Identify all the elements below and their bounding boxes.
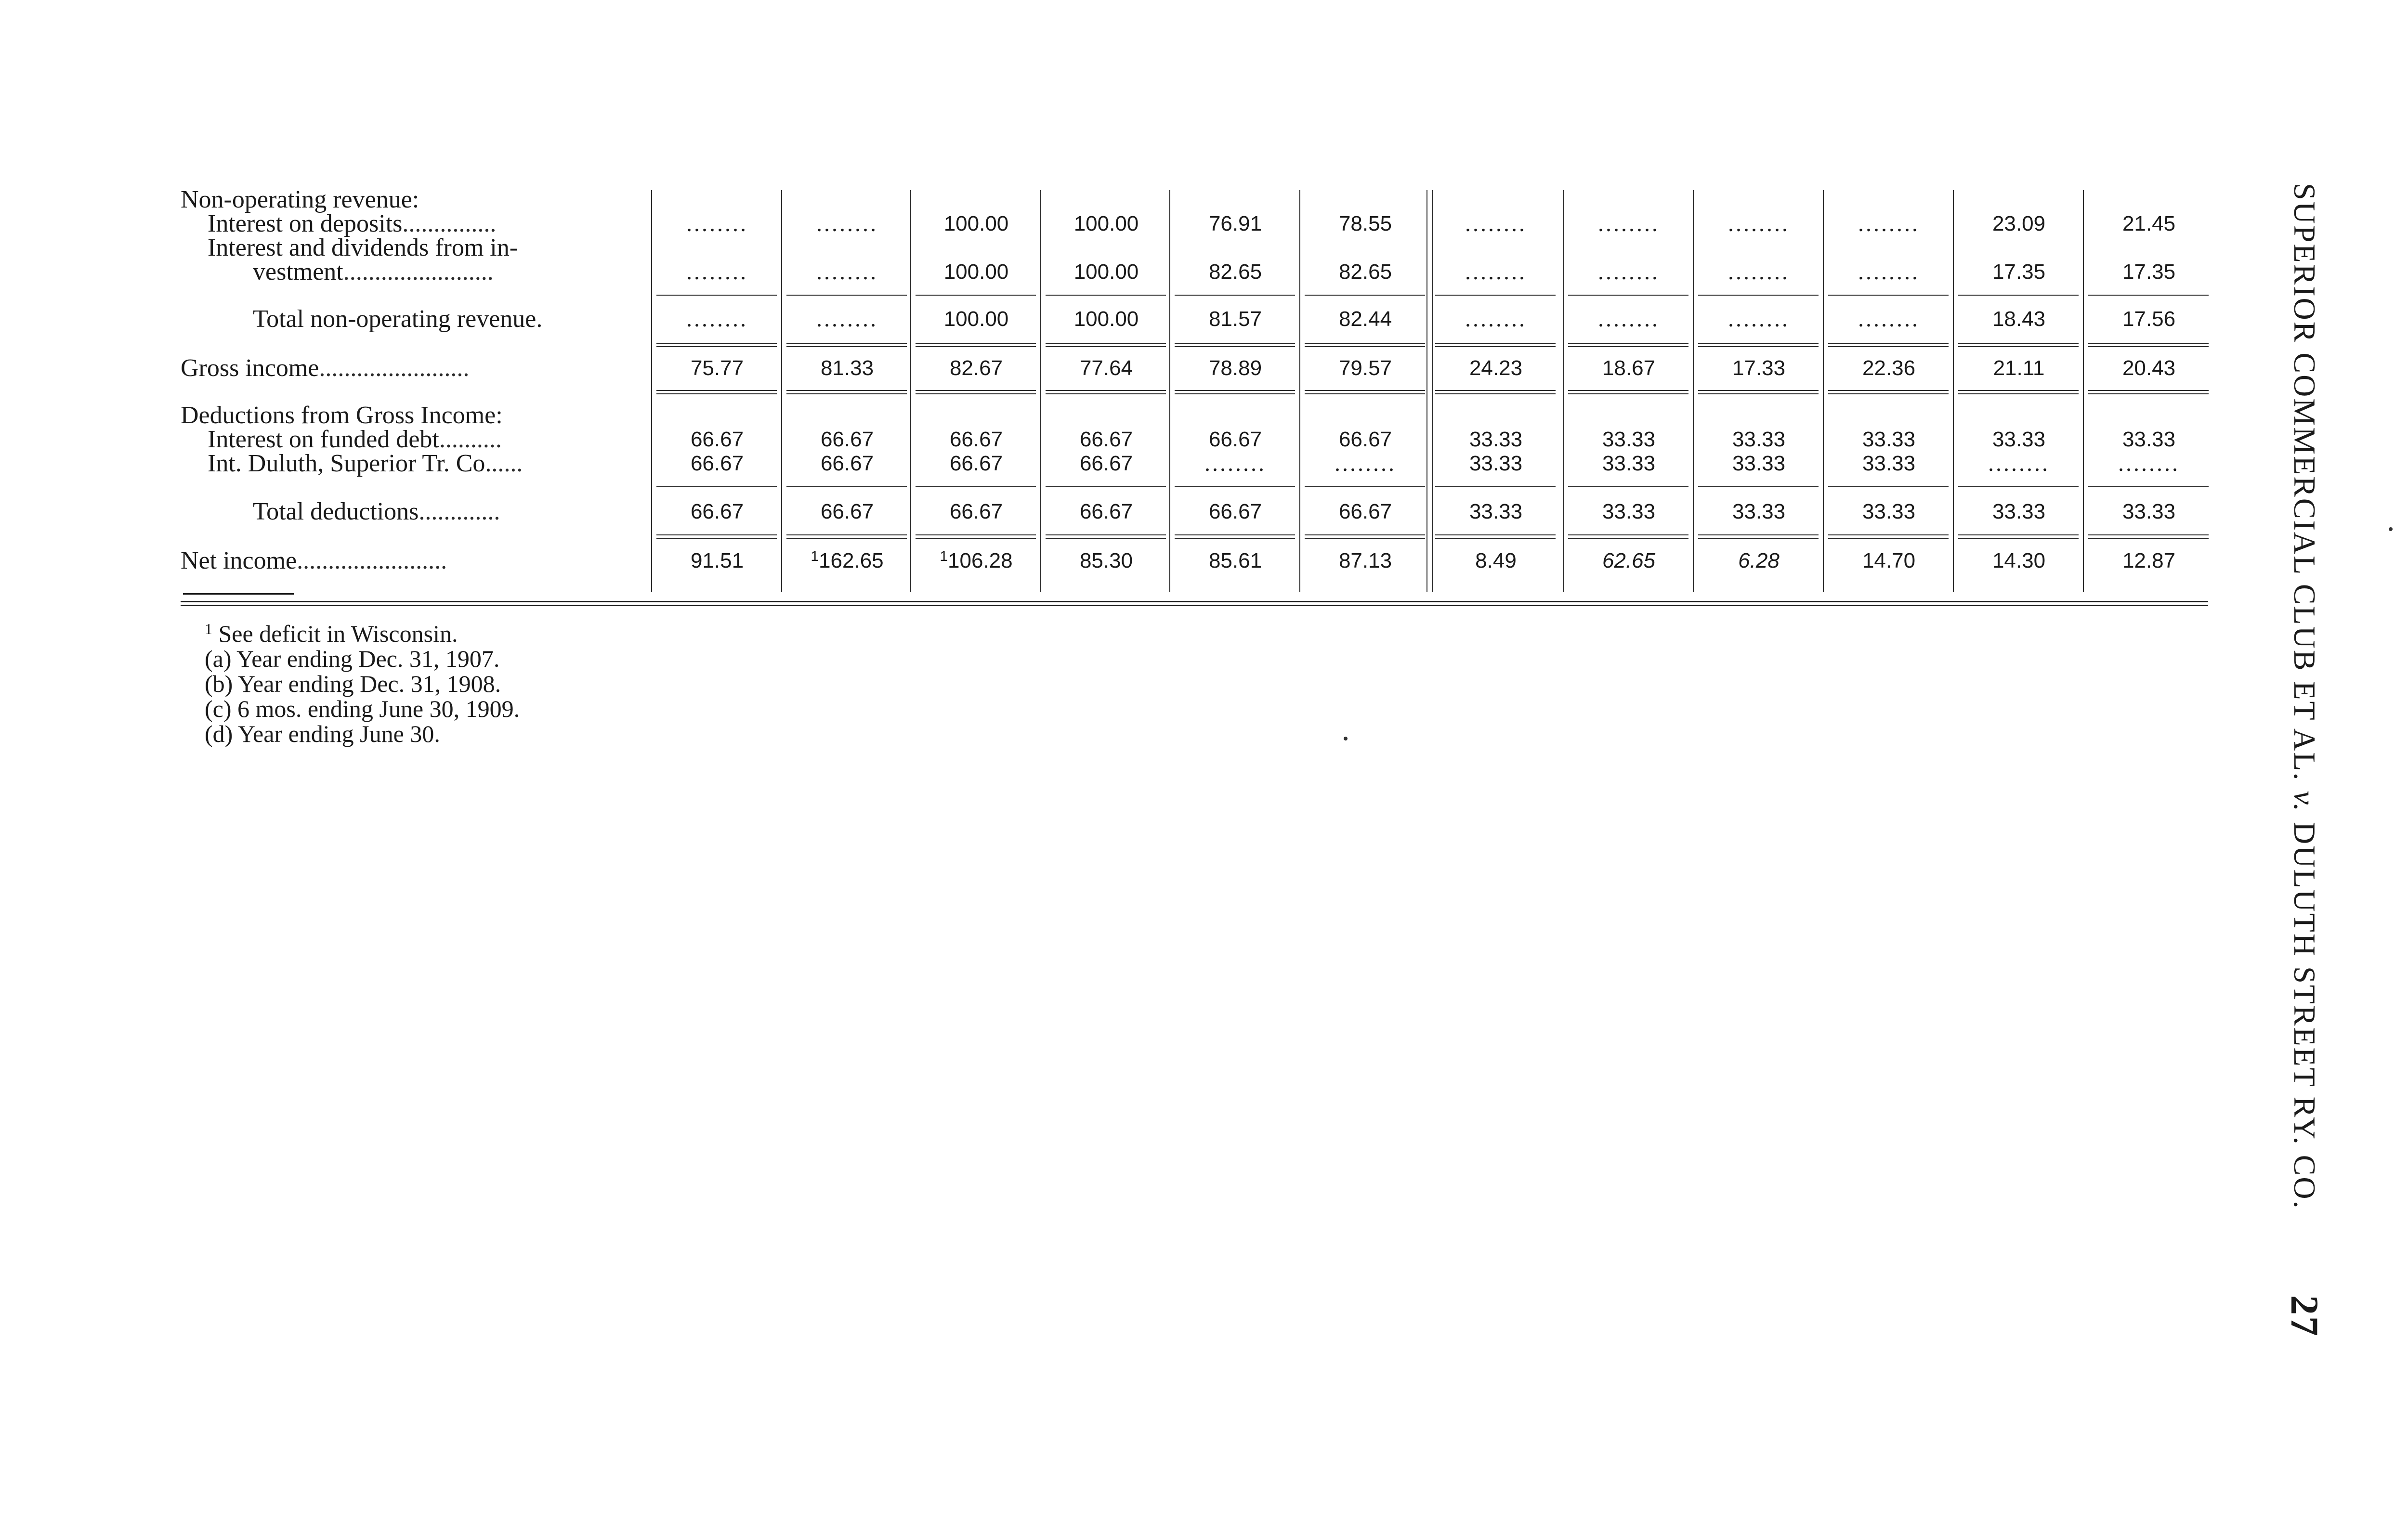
column-rule <box>1698 486 1819 487</box>
table-cell: 14.30 <box>1992 549 2046 572</box>
column-rule <box>1175 390 1295 394</box>
column-rule <box>786 295 907 296</box>
table-cell: 17.33 <box>1732 356 1786 380</box>
table-cell: 33.33 <box>2122 500 2176 523</box>
table-cell: 33.33 <box>1602 500 1656 523</box>
table-cell: 87.13 <box>1338 549 1392 572</box>
column-rule <box>656 486 777 487</box>
table-cell: 66.67 <box>820 452 874 475</box>
table-row <box>181 258 2208 286</box>
column-rule <box>1046 343 1166 347</box>
table-cell: ........ <box>686 306 748 332</box>
table-cell: 66.67 <box>1338 500 1392 523</box>
column-rule <box>1046 295 1166 296</box>
column-rule <box>786 343 907 347</box>
table-cell: ........ <box>1598 306 1660 332</box>
column-rule <box>1698 390 1819 394</box>
table-cell <box>912 546 1041 575</box>
table-row <box>181 497 2208 526</box>
row-label: Total deductions............. <box>253 498 500 525</box>
table-cell: 66.67 <box>949 428 1003 451</box>
table-cell: 79.57 <box>1338 356 1392 380</box>
footnote: (a) Year ending Dec. 31, 1907. <box>205 645 500 672</box>
column-rule <box>786 390 907 394</box>
column-rule <box>1305 486 1425 487</box>
table-cell: 33.33 <box>1469 452 1523 475</box>
table-cell: 82.65 <box>1208 260 1262 284</box>
row-label: Interest on funded debt.......... <box>208 426 502 453</box>
column-rule <box>1435 534 1556 539</box>
table-cell: 33.33 <box>1602 428 1656 451</box>
table-bottom-rule <box>181 601 2208 606</box>
column-rule <box>1828 390 1949 394</box>
table-cell: 66.67 <box>949 500 1003 523</box>
footnote: (b) Year ending Dec. 31, 1908. <box>205 670 501 697</box>
scan-speck <box>1344 737 1348 741</box>
table-cell: 75.77 <box>690 356 744 380</box>
table-cell: ........ <box>686 211 748 236</box>
table-row <box>181 546 2208 575</box>
column-rule <box>1568 534 1688 539</box>
table-cell: ........ <box>1335 451 1396 476</box>
table-cell: 18.43 <box>1992 307 2046 331</box>
column-rule <box>656 295 777 296</box>
row-label: Deductions from Gross Income: <box>181 402 503 429</box>
row-label: Gross income........................ <box>181 354 470 382</box>
table-cell: ........ <box>1858 259 1920 285</box>
table-cell: 100.00 <box>943 212 1009 235</box>
column-rule <box>1958 295 2079 296</box>
table-cell: 33.33 <box>1862 500 1916 523</box>
table-cell: ........ <box>816 306 878 332</box>
column-rule <box>1435 390 1556 394</box>
table-cell: 82.67 <box>949 356 1003 380</box>
table-cell: 33.33 <box>2122 428 2176 451</box>
table-cell: ........ <box>1598 211 1660 236</box>
table-cell: 66.67 <box>1208 500 1262 523</box>
table-cell: ........ <box>1728 306 1790 332</box>
cell-value: 162.65 <box>819 549 884 572</box>
column-rule <box>1958 534 2079 539</box>
row-label: Total non-operating revenue. <box>253 305 543 333</box>
running-head <box>2278 183 2331 1377</box>
table-cell: 33.33 <box>1862 428 1916 451</box>
column-rule <box>916 390 1036 394</box>
column-rule <box>1435 486 1556 487</box>
table-cell: 33.33 <box>1469 500 1523 523</box>
table-cell: 21.45 <box>2122 212 2176 235</box>
table-cell: 23.09 <box>1992 212 2046 235</box>
column-rule <box>1435 295 1556 296</box>
column-rule <box>1175 343 1295 347</box>
table-cell: 66.67 <box>1079 428 1133 451</box>
table-cell: 77.64 <box>1079 356 1133 380</box>
scan-speck <box>2389 527 2393 531</box>
table-cell: 17.56 <box>2122 307 2176 331</box>
running-head-title-end: DULUTH STREET RY. CO. <box>2288 822 2322 1210</box>
table-cell: 66.67 <box>690 500 744 523</box>
column-rule <box>656 390 777 394</box>
row-label: Interest on deposits............... <box>208 210 497 237</box>
table-row <box>181 305 2208 334</box>
column-rule <box>1568 390 1688 394</box>
table-cell: 14.70 <box>1862 549 1916 572</box>
table-cell: 66.67 <box>1338 428 1392 451</box>
table-cell: 17.35 <box>1992 260 2046 284</box>
table-cell: 66.67 <box>820 428 874 451</box>
running-head-versus: v. <box>2288 791 2322 813</box>
column-rule <box>1046 486 1166 487</box>
table-cell: ........ <box>1465 259 1527 285</box>
table-cell: 6.28 <box>1738 549 1780 572</box>
table-cell: 33.33 <box>1992 500 2046 523</box>
column-rule <box>916 295 1036 296</box>
column-rule <box>786 534 907 539</box>
table-cell: 100.00 <box>1073 260 1139 284</box>
column-rule <box>1698 343 1819 347</box>
cell-value: 106.28 <box>948 549 1013 572</box>
table-cell: 85.30 <box>1079 549 1133 572</box>
column-rule <box>1046 534 1166 539</box>
table-bottom-short-rule <box>183 593 294 595</box>
table-row <box>181 354 2208 383</box>
column-rule <box>1958 343 2079 347</box>
table-cell: ........ <box>816 211 878 236</box>
column-rule <box>1828 343 1949 347</box>
table-cell: 12.87 <box>2122 549 2176 572</box>
column-rule <box>1046 390 1166 394</box>
running-head-title: SUPERIOR COMMERCIAL CLUB ET AL. <box>2288 183 2322 782</box>
row-label: vestment........................ <box>253 258 494 286</box>
column-rule <box>1698 534 1819 539</box>
page-number: 27 <box>2283 1295 2327 1338</box>
table-cell: 17.35 <box>2122 260 2176 284</box>
table-cell: 78.89 <box>1208 356 1262 380</box>
footnote: (d) Year ending June 30. <box>205 720 440 747</box>
column-rule <box>1698 295 1819 296</box>
table-cell: 91.51 <box>690 549 744 572</box>
table-cell: 81.33 <box>820 356 874 380</box>
table-cell: 66.67 <box>690 452 744 475</box>
table-cell: 81.57 <box>1208 307 1262 331</box>
footnote-mark: 1 <box>811 548 819 564</box>
column-rule <box>1175 534 1295 539</box>
column-rule <box>1958 390 2079 394</box>
row-label: Net income........................ <box>181 547 447 574</box>
column-rule <box>2088 486 2209 487</box>
row-label: Int. Duluth, Superior Tr. Co...... <box>208 450 523 477</box>
column-rule <box>786 486 907 487</box>
table-cell: 33.33 <box>1862 452 1916 475</box>
column-rule <box>1305 343 1425 347</box>
table-cell: ........ <box>816 259 878 285</box>
table-cell: ........ <box>1728 211 1790 236</box>
column-rule <box>1305 534 1425 539</box>
footnote: (c) 6 mos. ending June 30, 1909. <box>205 695 520 722</box>
table-cell: 100.00 <box>1073 212 1139 235</box>
table-cell: 18.67 <box>1602 356 1656 380</box>
column-rule <box>916 534 1036 539</box>
table-cell: ........ <box>1988 451 2050 476</box>
table-cell: ........ <box>1465 211 1527 236</box>
table-cell: 24.23 <box>1469 356 1523 380</box>
table-cell: 21.11 <box>1993 356 2045 380</box>
table-cell: 66.67 <box>1079 500 1133 523</box>
table-cell: 33.33 <box>1732 452 1786 475</box>
table-cell: 82.65 <box>1338 260 1392 284</box>
column-rule <box>1828 534 1949 539</box>
table-cell <box>783 546 912 575</box>
footnotes <box>205 621 520 746</box>
column-rule <box>1435 343 1556 347</box>
table-cell: 66.67 <box>1079 452 1133 475</box>
footnote: $^1$ See deficit in Wisconsin. <box>205 620 458 647</box>
table-cell: 100.00 <box>943 307 1009 331</box>
column-rule <box>1568 295 1688 296</box>
table-cell: 62.65 <box>1602 549 1656 572</box>
column-rule <box>656 534 777 539</box>
column-rule <box>2088 295 2209 296</box>
row-label: Non-operating revenue: <box>181 186 419 213</box>
table-cell: 76.91 <box>1208 212 1262 235</box>
table-cell: 100.00 <box>1073 307 1139 331</box>
table-cell: 8.49 <box>1475 549 1517 572</box>
table-cell: 100.00 <box>943 260 1009 284</box>
table-cell: ........ <box>2118 451 2180 476</box>
column-rule <box>1175 295 1295 296</box>
column-rule <box>916 343 1036 347</box>
column-rule <box>1568 343 1688 347</box>
column-rule <box>1175 486 1295 487</box>
column-rule <box>1568 486 1688 487</box>
table-cell: ........ <box>686 259 748 285</box>
column-rule <box>916 486 1036 487</box>
table-cell: ........ <box>1204 451 1266 476</box>
table-cell: 22.36 <box>1862 356 1916 380</box>
column-rule <box>2088 534 2209 539</box>
table-cell: 66.67 <box>1208 428 1262 451</box>
table-cell: ........ <box>1598 259 1660 285</box>
table-cell: 33.33 <box>1732 500 1786 523</box>
table-cell: 66.67 <box>690 428 744 451</box>
table-cell: 20.43 <box>2122 356 2176 380</box>
table-cell: ........ <box>1728 259 1790 285</box>
footnote-mark: 1 <box>940 548 948 564</box>
table-cell: 85.61 <box>1208 549 1262 572</box>
column-rule <box>1305 390 1425 394</box>
table-cell: 33.33 <box>1732 428 1786 451</box>
table-cell: 66.67 <box>820 500 874 523</box>
column-rule <box>1828 486 1949 487</box>
column-rule <box>1828 295 1949 296</box>
column-rule <box>2088 390 2209 394</box>
column-rule <box>2088 343 2209 347</box>
table-cell: ........ <box>1858 211 1920 236</box>
table-cell: 33.33 <box>1602 452 1656 475</box>
table-cell: 33.33 <box>1469 428 1523 451</box>
column-rule <box>1958 486 2079 487</box>
table-cell: 33.33 <box>1992 428 2046 451</box>
table-cell: ........ <box>1465 306 1527 332</box>
table-cell: 78.55 <box>1338 212 1392 235</box>
table-cell: ........ <box>1858 306 1920 332</box>
table-cell: 66.67 <box>949 452 1003 475</box>
column-rule <box>656 343 777 347</box>
table-row <box>181 449 2208 478</box>
column-rule <box>1305 295 1425 296</box>
table-cell: 82.44 <box>1338 307 1392 331</box>
row-label: Interest and dividends from in- <box>208 234 518 261</box>
